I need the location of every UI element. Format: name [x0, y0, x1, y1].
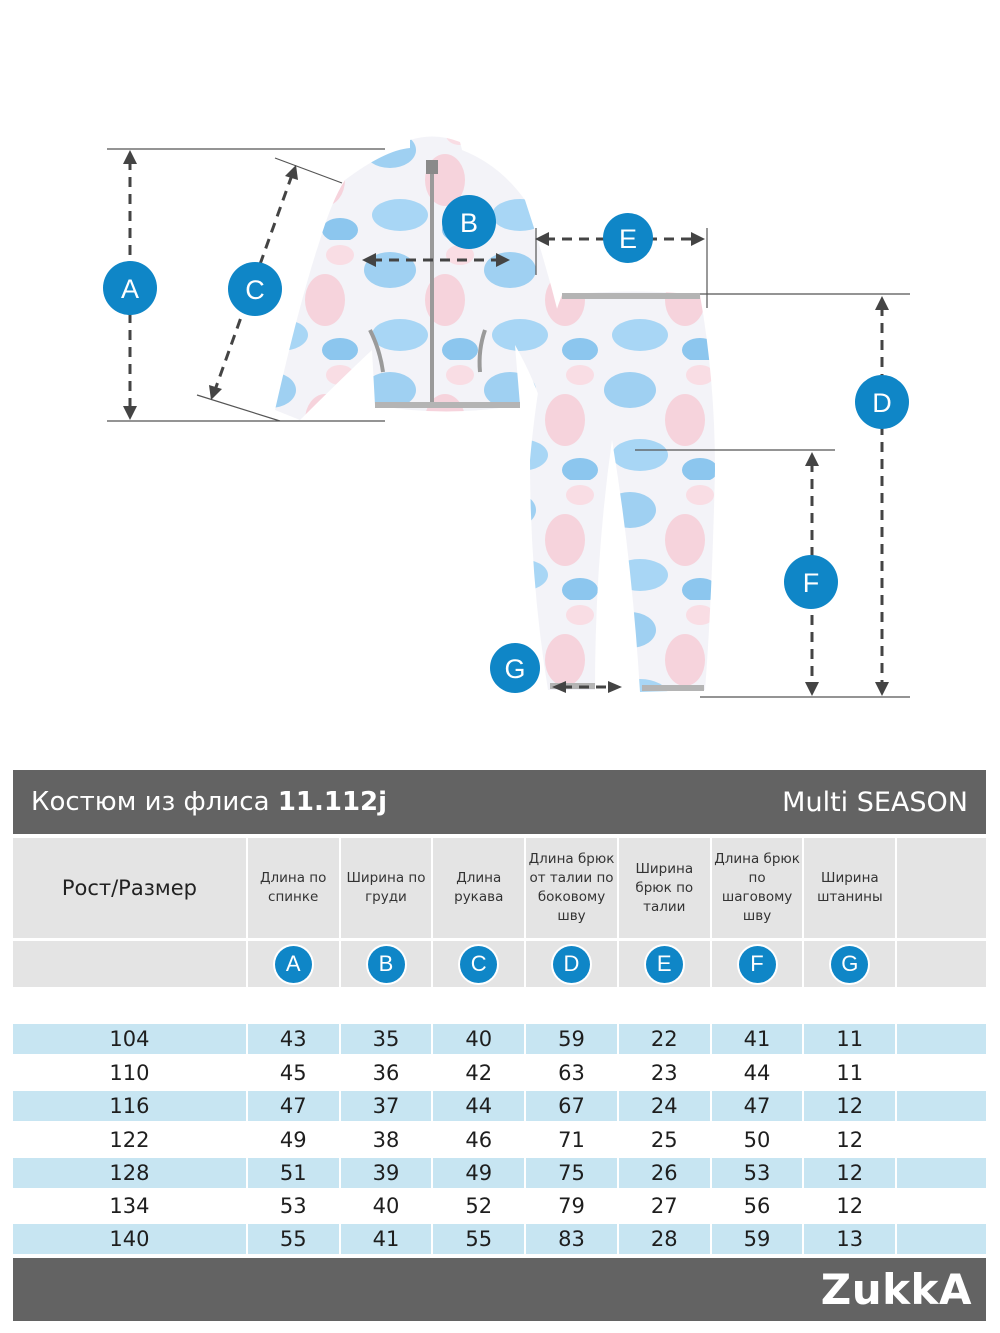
cell-f: 41 [712, 1024, 803, 1054]
header-size-label: Рост/Размер [13, 838, 246, 938]
cell-c: 42 [465, 1061, 493, 1085]
table-row [13, 1091, 986, 1121]
cell-e: 24 [619, 1091, 710, 1121]
row-size: 122 [109, 1128, 150, 1152]
header-col-d: Длина брюк от талии по боковому шву [526, 838, 617, 938]
cell-c: 55 [433, 1224, 524, 1254]
cell-a: 53 [279, 1194, 307, 1218]
marker-b [442, 195, 496, 249]
cell-c: 46 [465, 1128, 493, 1152]
header-col-e: Ширина брюк по талии [619, 838, 710, 938]
cell-b: 36 [372, 1061, 400, 1085]
product-name: Костюм из флиса [31, 787, 270, 817]
cell-e: 23 [650, 1061, 678, 1085]
header-col-f: Длина брюк по шаговому шву [712, 838, 803, 938]
table-row [13, 1158, 986, 1188]
cell-d: 75 [526, 1158, 617, 1188]
cell-f: 44 [743, 1061, 771, 1085]
marker-a [103, 261, 157, 315]
letter-badge-d: D [553, 946, 590, 983]
svg-text:G: G [504, 654, 526, 684]
marker-e [603, 213, 653, 263]
letter-badge-f: F [739, 946, 776, 983]
table-row [13, 1125, 986, 1155]
product-article: 11.112j [277, 787, 388, 817]
size-table-header [13, 838, 986, 938]
cell-e: 26 [619, 1158, 710, 1188]
cell-d: 67 [526, 1091, 617, 1121]
cell-a: 43 [248, 1024, 339, 1054]
marker-c [228, 262, 282, 316]
cell-g: 12 [804, 1158, 895, 1188]
cell-g: 11 [804, 1024, 895, 1054]
cell-a: 55 [248, 1224, 339, 1254]
cell-d: 83 [526, 1224, 617, 1254]
cell-c: 49 [433, 1158, 524, 1188]
product-title [31, 787, 387, 817]
svg-text:D: D [872, 388, 892, 418]
table-row [13, 1058, 986, 1088]
row-size: 116 [13, 1091, 246, 1121]
marker-f [784, 555, 838, 609]
brand-logo: ZukkA [820, 1265, 972, 1314]
cell-g: 12 [804, 1091, 895, 1121]
header-col-a: Длина по спинке [248, 838, 339, 938]
cell-f: 50 [743, 1128, 771, 1152]
letter-badge-e: E [646, 946, 683, 983]
cell-g: 12 [836, 1128, 864, 1152]
marker-d [855, 375, 909, 429]
header-col-c: Длина рукава [433, 838, 524, 938]
table-row [13, 1224, 986, 1254]
svg-text:C: C [245, 275, 265, 305]
cell-b: 41 [341, 1224, 432, 1254]
cell-b: 35 [341, 1024, 432, 1054]
cell-f: 59 [712, 1224, 803, 1254]
size-table-letters [13, 941, 986, 987]
cell-g: 13 [804, 1224, 895, 1254]
letter-badge-b: B [368, 946, 405, 983]
svg-text:B: B [459, 208, 479, 238]
cell-d: 63 [558, 1061, 585, 1085]
cell-a: 45 [279, 1061, 307, 1085]
table-row [13, 1191, 986, 1221]
footer-bar [13, 1258, 986, 1321]
cell-d: 71 [558, 1128, 585, 1152]
cell-a: 51 [248, 1158, 339, 1188]
cell-d: 79 [558, 1194, 585, 1218]
header-col-g: Ширина штанины [804, 838, 895, 938]
row-size: 134 [109, 1194, 150, 1218]
title-bar [13, 770, 986, 834]
cell-f: 56 [743, 1194, 771, 1218]
svg-text:F: F [802, 568, 820, 598]
cell-d: 59 [526, 1024, 617, 1054]
cell-b: 40 [372, 1194, 400, 1218]
cell-e: 27 [650, 1194, 678, 1218]
row-size: 110 [109, 1061, 150, 1085]
cell-c: 40 [433, 1024, 524, 1054]
svg-text:A: A [120, 274, 140, 304]
cell-c: 44 [433, 1091, 524, 1121]
cell-g: 12 [836, 1194, 864, 1218]
cell-a: 47 [248, 1091, 339, 1121]
letter-badge-a: A [275, 946, 312, 983]
letter-badge-c: C [460, 946, 497, 983]
pants-illustration [530, 292, 715, 693]
header-col-b: Ширина по груди [341, 838, 432, 938]
cell-c: 52 [465, 1194, 493, 1218]
cell-f: 47 [712, 1091, 803, 1121]
cell-e: 28 [619, 1224, 710, 1254]
marker-g [490, 643, 540, 693]
letter-empty [13, 941, 246, 987]
cell-f: 53 [712, 1158, 803, 1188]
row-size: 140 [13, 1224, 246, 1254]
cell-a: 49 [279, 1128, 307, 1152]
cell-b: 37 [341, 1091, 432, 1121]
cell-e: 25 [650, 1128, 678, 1152]
cell-b: 38 [372, 1128, 400, 1152]
header-empty [897, 838, 986, 938]
letter-badge-g: G [831, 946, 868, 983]
row-size: 128 [13, 1158, 246, 1188]
row-size: 104 [13, 1024, 246, 1054]
svg-text:E: E [618, 224, 638, 254]
cell-b: 39 [341, 1158, 432, 1188]
cell-e: 22 [619, 1024, 710, 1054]
season-label: Multi SEASON [782, 786, 968, 818]
table-row [13, 1024, 986, 1054]
jacket-illustration [275, 136, 571, 420]
cell-g: 11 [836, 1061, 864, 1085]
